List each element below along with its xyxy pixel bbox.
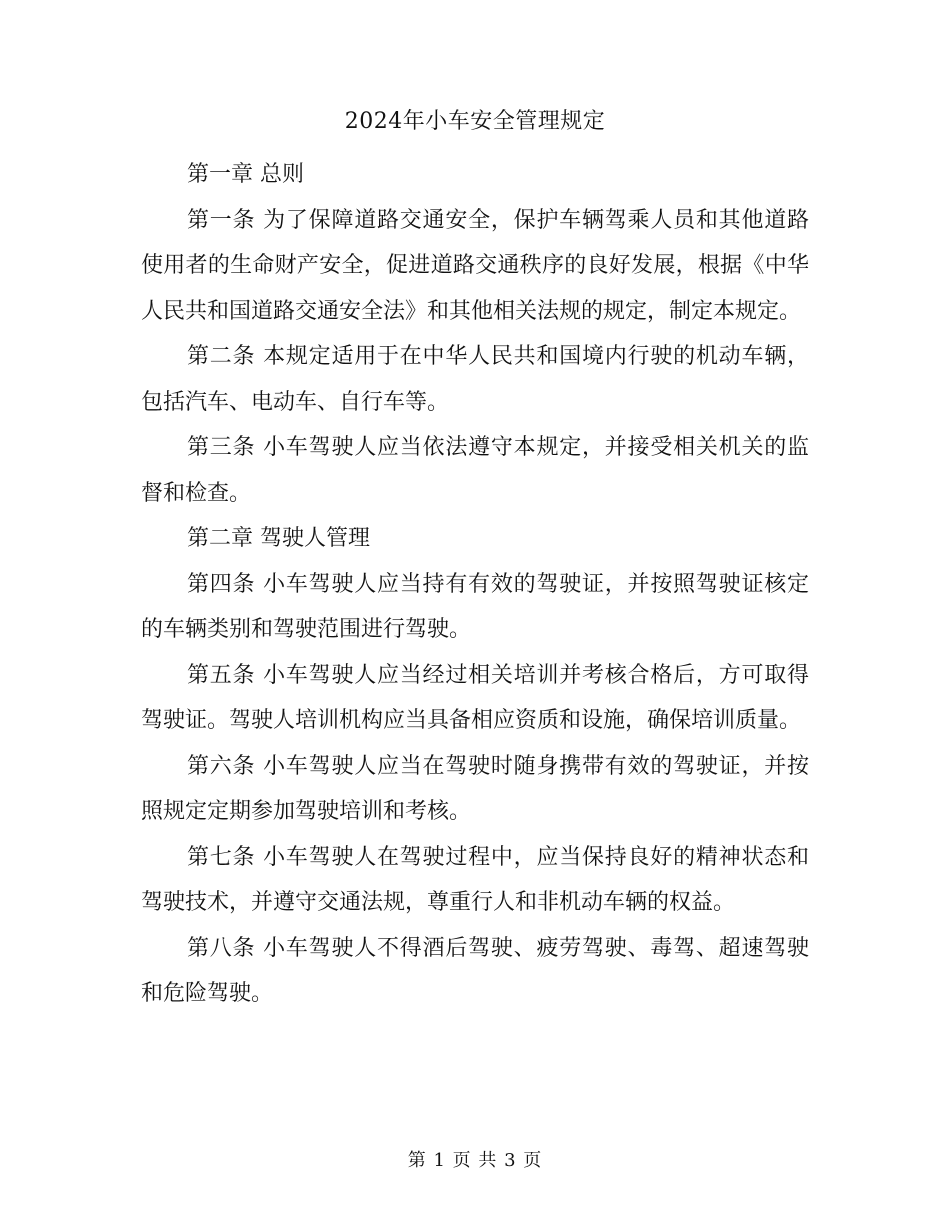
document-body [141, 152, 809, 1017]
article-paragraph: 第八条 小车驾驶人不得酒后驾驶、疲劳驾驶、毒驾、超速驾驶和危险驾驶。 [141, 935, 809, 1006]
page-number: 第 1 页 共 3 页 [407, 1150, 543, 1171]
article-paragraph: 第六条 小车驾驶人应当在驾驶时随身携带有效的驾驶证，并按照规定定期参加驾驶培训和考核。 [141, 753, 809, 824]
chapter-heading: 第一章 总则 [187, 162, 304, 187]
article-paragraph: 第五条 小车驾驶人应当经过相关培训并考核合格后，方可取得驾驶证。驾驶人培训机构应当具备相应资质和设施，确保培训质量。 [141, 662, 809, 733]
article-paragraph: 第四条 小车驾驶人应当持有有效的驾驶证，并按照驾驶证核定的车辆类别和驾驶范围进行驾驶。 [141, 571, 809, 642]
chapter-heading: 第二章 驾驶人管理 [187, 526, 370, 551]
article-paragraph: 第二条 本规定适用于在中华人民共和国境内行驶的机动车辆，包括汽车、电动车、自行车等。 [141, 344, 809, 415]
document-title: 2024年小车安全管理规定 [344, 109, 606, 134]
article-paragraph: 第七条 小车驾驶人在驾驶过程中，应当保持良好的精神状态和驾驶技术，并遵守交通法规，尊重行人和非机动车辆的权益。 [141, 844, 809, 915]
article-paragraph: 第三条 小车驾驶人应当依法遵守本规定，并接受相关机关的监督和检查。 [141, 435, 809, 506]
article-paragraph: 第一条 为了保障道路交通安全，保护车辆驾乘人员和其他道路使用者的生命财产安全，促进道路交通秩序的良好发展，根据《中华人民共和国道路交通安全法》和其他相关法规的规定，制定本规定。 [141, 207, 809, 324]
